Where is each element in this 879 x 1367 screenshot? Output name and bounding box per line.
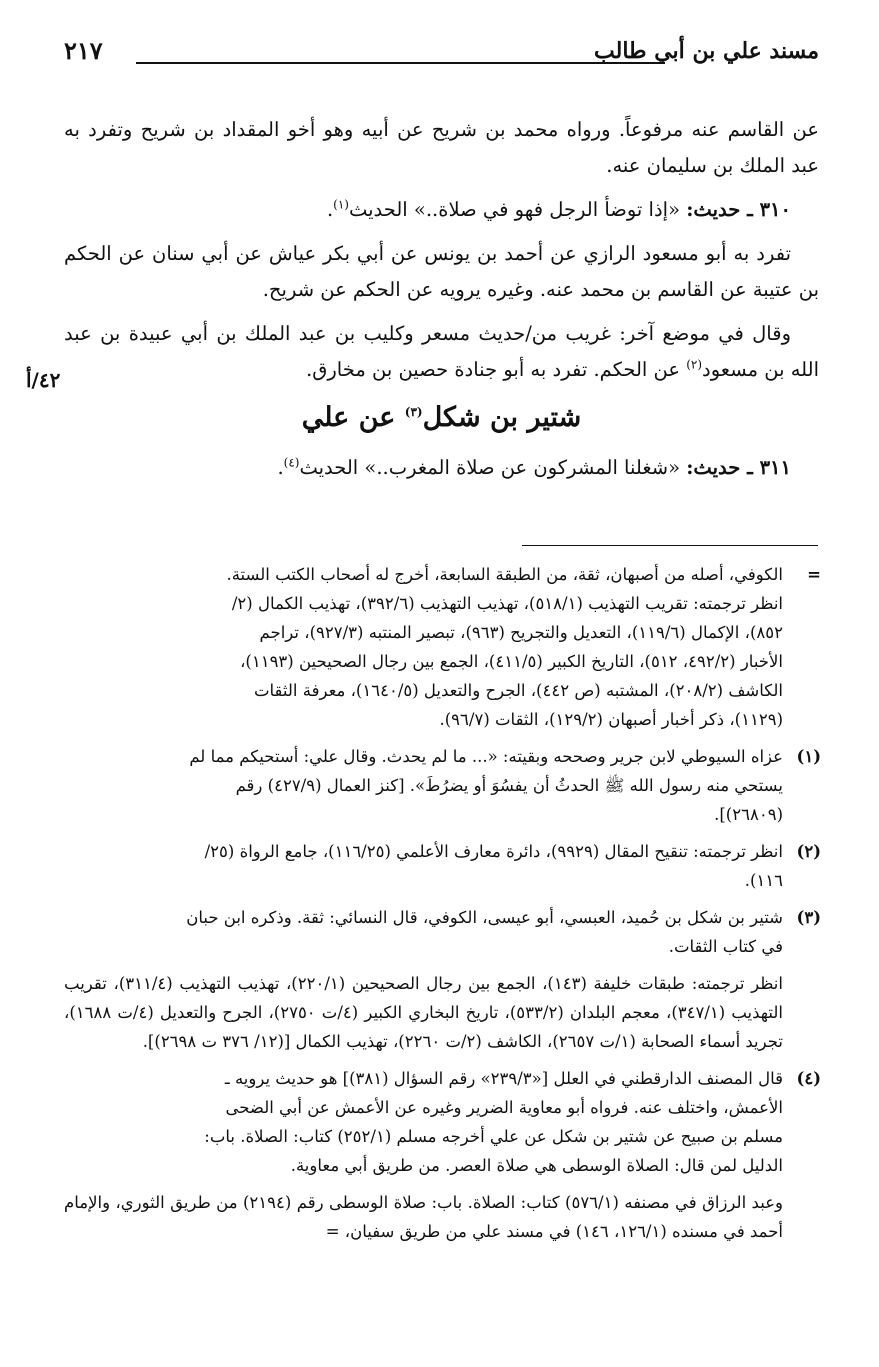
section-heading <box>64 396 819 440</box>
footnote-continued <box>64 560 821 734</box>
hadith-311-text: «شغلنا المشركون عن صلاة المغرب..» الحديث <box>299 456 681 479</box>
footnote-line: الأعمش، واختلف عنه. فرواه أبو معاوية الضرير وغيره عن الأعمش عن أبي الضحى <box>225 1098 783 1117</box>
paragraph-3 <box>64 316 819 388</box>
footnote-3 <box>64 903 821 961</box>
footnote-line: الكوفي، أصله من أصبهان، ثقة، من الطبقة السابعة، أخرج له أصحاب الكتب الستة. <box>226 565 783 584</box>
footnote-rule <box>522 545 818 546</box>
footnote-line: ٨٥٢)، الإكمال (١١٩/٦)، التعديل والتجريح (٩٦٣)، تبصير المنتبه (٩٢٧/٣)، تراجم <box>259 623 783 642</box>
footnote-line: ٢٦٥٧)، الكاشف (٢/ت ٢٢٦٠)، تهذيب الكمال [(١٢/ ٣٧٦ ت ٢٦٩٨)]. <box>142 1032 595 1051</box>
footnote-1 <box>64 742 821 829</box>
footnote-ref-2[interactable]: (٢) <box>686 357 703 372</box>
footnote-2-number: (٢) <box>796 842 821 861</box>
section-heading-a: شتير بن شكل <box>422 402 582 433</box>
footnote-line: التهذيب (٣١١/٤)، تقريب التهذيب (٣٤٧/١)، معجم البلدان (٥٣٣/٢)، تاريخ البخاري <box>64 974 784 1022</box>
header-rule <box>136 62 665 64</box>
hadith-310-label: ٣١٠ ـ حديث: <box>686 198 791 221</box>
footnote-line: (٢٦٨٠٩)]. <box>714 805 783 824</box>
margin-folio-note: ٤٢/أ <box>26 368 61 392</box>
footnotes <box>64 560 821 1254</box>
paragraph-3-a: وقال في موضع آخر: غريب من/حديث مسعر وكليب بن عبد الملك بن أبي عبيدة بن عبد الله بن مسعود <box>64 322 819 381</box>
running-header <box>64 34 819 74</box>
footnote-4 <box>64 1064 821 1180</box>
footnote-1-number: (١) <box>796 747 821 766</box>
footnote-ref-3[interactable]: (٣) <box>404 405 423 419</box>
footnote-ref-1[interactable]: (١) <box>333 197 349 212</box>
footnote-line: انظر ترجمته: تقريب التهذيب (٥١٨/١)، تهذيب التهذيب (٣٩٢/٦)، تهذيب الكمال (٢/ <box>231 594 783 613</box>
footnote-line: انظر ترجمته: تنقيح المقال (٩٩٢٩)، دائرة معارف الأعلمي (١١٦/٢٥)، جامع الرواة (٢٥/ <box>204 842 783 861</box>
footnote-line: وعبد الرزاق في مصنفه (٥٧٦/١) كتاب: الصلاة. باب: صلاة الوسطى رقم (٢١٩٤) من <box>216 1193 784 1212</box>
footnote-4-continued <box>64 1188 821 1246</box>
footnote-line: (١١٢٩)، ذكر أخبار أصبهان (١٢٩/٢)، الثقات (٩٦/٧). <box>439 710 783 729</box>
footnote-3-number: (٣) <box>796 908 821 927</box>
paragraph-1: عن القاسم عنه مرفوعاً. ورواه محمد بن شريح عن أبيه وهو أخو المقداد بن شريح وتفرد به عبد الملك بن سليمان عنه. <box>64 118 819 177</box>
continuation-marker: = <box>807 565 821 584</box>
footnote-3-references <box>64 969 821 1056</box>
main-text <box>64 112 819 494</box>
footnote-line: عزاه السيوطي لابن جرير وصححه وبقيته: «... ما لم يحدث. وقال علي: أستحيكم مما لم <box>189 747 783 766</box>
footnote-line: مسلم بن صبيح عن شتير بن شكل عن علي أخرجه مسلم (٢٥٢/١) كتاب: الصلاة. باب: <box>204 1127 783 1146</box>
running-title: مسند علي بن أبي طالب <box>594 38 819 64</box>
hadith-311-label: ٣١١ ـ حديث: <box>686 456 791 479</box>
footnote-4-number: (٤) <box>796 1069 821 1088</box>
section-heading-b: عن علي <box>301 402 405 433</box>
paragraph-3-b: عن الحكم. تفرد به أبو جنادة حصين بن مخارق. <box>306 358 687 381</box>
hadith-311: ٣١١ ـ حديث: «شغلنا المشركون عن صلاة المغرب..» الحديث$^{(٤)}$. <box>277 455 791 479</box>
footnote-line: طريق الثوري، والإمام أحمد في مسنده (١٢٦/١، ١٤٦) في مسند علي من طريق سفيان، = <box>64 1193 783 1241</box>
footnote-line: الأخبار (٤٩٢/٢، ٥١٢)، التاريخ الكبير (٤١١/٥)، الجمع بين رجال الصحيحين (١١٩٣)، <box>240 652 783 671</box>
footnote-line: يستحي منه رسول الله ﷺ الحدثُ أن يفسُوَ أو يضرُطَ». [كنز العمال (٤٢٧/٩) رقم <box>235 776 783 795</box>
footnote-line: الكبير (٤/ت ٢٧٥٠)، الجرح والتعديل (٤/ت ١٦٨٨)، تجريد أسماء الصحابة (١/ت <box>64 1003 783 1051</box>
page-number: ٢١٧ <box>64 36 103 65</box>
paragraph-2: تفرد به أبو مسعود الرازي عن أحمد بن يونس عن أبي بكر عياش عن أبي سنان عن الحكم بن عتيبة عن القاسم بن محمد عنه. وغيره يرويه عن الحكم عن شريح. <box>64 242 819 301</box>
hadith-310: ٣١٠ ـ حديث: «إذا توضأ الرجل فهو في صلاة..» الحديث$^{(١)}$. <box>326 197 791 221</box>
footnote-ref-4[interactable]: (٤) <box>283 455 300 470</box>
footnote-line: في كتاب الثقات. <box>668 937 783 956</box>
footnote-2 <box>64 837 821 895</box>
footnote-line: الكاشف (٢٠٨/٢)، المشتبه (ص ٤٤٢)، الجرح والتعديل (١٦٤٠/٥)، معرفة الثقات <box>253 681 783 700</box>
footnote-line: قال المصنف الدارقطني في العلل [«٢٣٩/٣» رقم السؤال (٣٨١)] هو حديث يرويه ـ <box>224 1069 783 1088</box>
hadith-310-text: «إذا توضأ الرجل فهو في صلاة..» الحديث <box>348 198 681 221</box>
footnote-line: الدليل لمن قال: الصلاة الوسطى هي صلاة العصر. من طريق أبي معاوية. <box>290 1156 783 1175</box>
footnote-line: شتير بن شكل بن حُميد، العبسي، أبو عيسى، الكوفي، قال النسائي: ثقة. وذكره ابن حبان <box>186 908 783 927</box>
footnote-line: انظر ترجمته: طبقات خليفة (١٤٣)، الجمع بين رجال الصحيحين (٢٢٠/١)، تهذيب <box>237 974 783 993</box>
footnote-line: ١١٦). <box>744 871 783 890</box>
